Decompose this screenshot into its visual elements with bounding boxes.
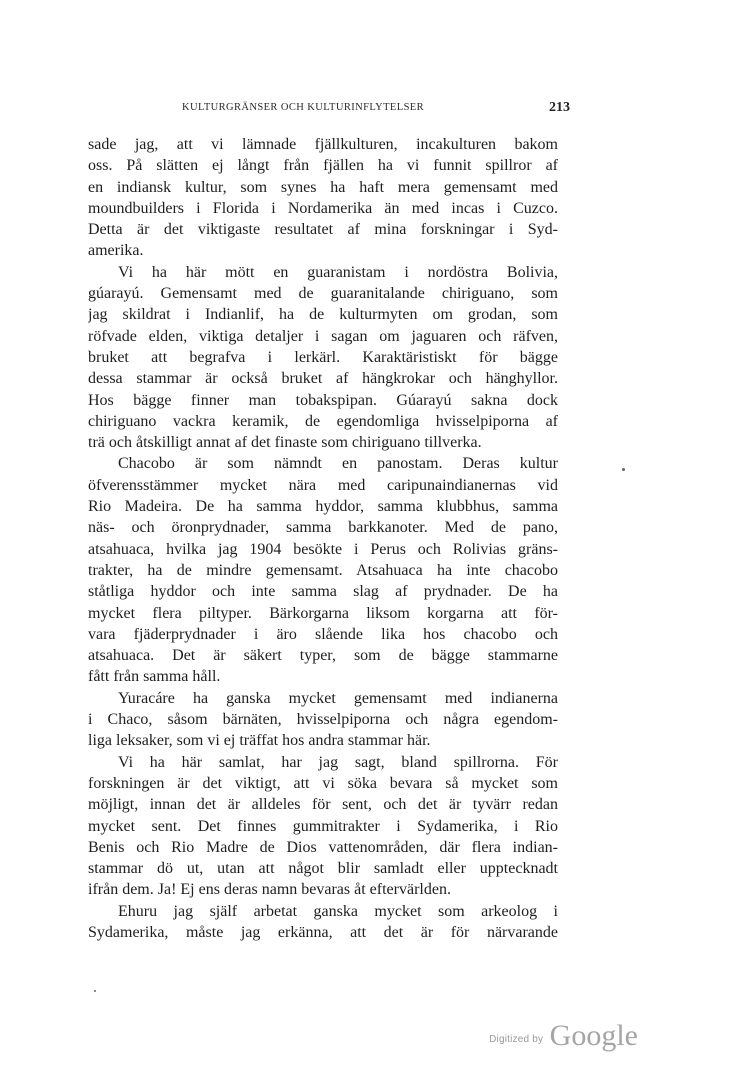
text-line: Detta är det viktigaste resultatet af mina forskningar i Syd- [88, 221, 558, 239]
text-line: gúarayú. Gemensamt med de guaranitalande chiriguano, som [88, 285, 558, 303]
text-line: röfvade elden, viktiga detaljer i sagan om jaguaren och räfven, [88, 327, 558, 345]
text-line: trakter, ha de mindre gemensamt. Atsahuaca ha inte chacobo [88, 561, 558, 579]
text-line: bruket att begrafva i lerkärl. Karaktäristiskt för bägge [88, 348, 558, 366]
text-line: i Chaco, såsom bärnäten, hvisselpiporna och några egendom- [88, 711, 558, 729]
page-number: 213 [549, 100, 570, 115]
text-line: Vi ha här mött en guaranistam i nordöstra Bolivia, [118, 263, 558, 281]
text-line: ifrån dem. Ja! Ej ens deras namn bevaras åt eftervärlden. [88, 881, 451, 899]
text-line: näs- och öronprydnader, samma barkkanoter. Med de pano, [88, 519, 558, 537]
text-line: dessa stammar är också bruket af hängkrokar och hänghyllor. [88, 370, 558, 388]
text-line: mycket flera piltyper. Bärkorgarna liksom korgarna att för- [88, 604, 558, 622]
text-line: moundbuilders i Florida i Nordamerika än med incas i Cuzco. [88, 199, 558, 217]
text-line: atsahuaca, hvilka jag 1904 besökte i Perus och Rolivias gräns- [88, 540, 558, 558]
text-line: forskningen är det viktigt, att vi söka bevara så mycket som [88, 774, 558, 792]
text-line: Rio Madeira. De ha samma hyddor, samma klubbhus, samma [88, 498, 558, 516]
text-line: liga leksaker, som vi ej träffat hos andra stammar här. [88, 732, 431, 750]
text-line: jag skildrat i Indianlif, ha de kulturmyten om grodan, som [88, 306, 558, 324]
text-line: Ehuru jag själf arbetat ganska mycket som arkeolog i [118, 902, 558, 920]
text-line: Chacobo är som nämndt en panostam. Deras kultur [118, 455, 558, 473]
text-line: öfverensstämmer mycket nära med caripunaindianernas vid [88, 476, 558, 494]
text-line: Vi ha här samlat, har jag sagt, bland spillrorna. För [118, 753, 558, 771]
text-line: Hos bägge finner man tobakspipan. Gúarayú sakna dock [88, 391, 558, 409]
text-line: oss. På slätten ej långt från fjällen ha vi funnit spillror af [88, 157, 558, 175]
digitized-watermark [489, 1016, 638, 1050]
running-title: KULTURGRÄNSER OCH KULTURINFLYTELSER [182, 102, 425, 113]
text-line: amerika. [88, 242, 144, 260]
text-line: mycket sent. Det finnes gummitrakter i Sydamerika, i Rio [88, 817, 558, 835]
body-text [88, 134, 558, 943]
running-head [170, 102, 570, 118]
text-line: Yuracáre ha ganska mycket gemensamt med indianerna [118, 689, 558, 707]
text-line: en indiansk kultur, som synes ha haft mera gemensamt med [88, 178, 558, 196]
google-logo: Google [549, 1019, 638, 1052]
text-line: ståtliga hyddor och inte samma slag af prydnader. De ha [88, 583, 558, 601]
text-line: möjligt, innan det är alldeles för sent, och det är tyvärr redan [88, 796, 558, 814]
text-line: trä och åtskilligt annat af det finaste som chiriguano tillverka. [88, 434, 482, 452]
scan-speck [622, 468, 625, 471]
text-line: Sydamerika, måste jag erkänna, att det är för närvarande [88, 923, 558, 941]
text-line: stammar dö ut, utan att något blir samladt eller upptecknadt [88, 860, 558, 878]
text-line: fått från samma håll. [88, 668, 221, 686]
text-line: vara fjäderprydnader i äro slående lika hos chacobo och [88, 625, 558, 643]
scan-speck [94, 990, 96, 992]
digitized-prefix: Digitized by [489, 1034, 544, 1045]
text-line: chiriguano vackra keramik, de egendomliga hvisselpiporna af [88, 412, 558, 430]
text-line: Benis och Rio Madre de Dios vattenområden, där flera indian- [88, 838, 558, 856]
text-line: atsahuaca. Det är säkert typer, som de bägge stammarne [88, 647, 558, 665]
text-line: sade jag, att vi lämnade fjällkulturen, incakulturen bakom [88, 136, 558, 153]
